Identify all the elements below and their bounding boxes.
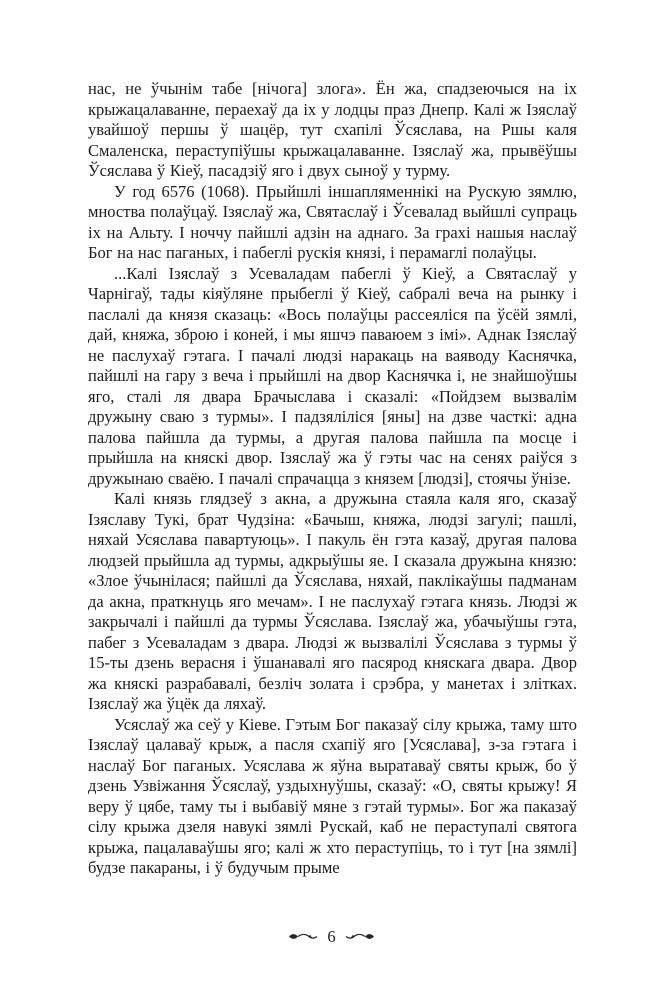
page-number: 6	[327, 926, 336, 946]
flourish-left-icon	[288, 931, 318, 942]
page-text	[88, 79, 577, 879]
paragraph: Калі князь глядзеў з акна, а дружына стаяла каля яго, сказаў Ізяславу Тукі, брат Чудзіна: «Бачыш, княжа, людзі загулі; пашлі, няхай Усяслава павартуюць». І пакуль ён гэта казаў, другая палова людзей прыйшла ад турмы, адкрыўшы яе. І сказала дружына князю: «Злое ўчынілася; пайшлі да Ўсяслава, няхай, паклікаўшы падманам да акна, праткнуць яго мечам». І не паслухаў гэтага князь. Людзі ж закрычалі і пайшлі да турмы Ўсяслава. Ізяслаў жа, убачыўшы гэта, пабег з Усеваладам з двара. Людзі ж вызвалілі Ўсяслава з турмы ў 15-ты дзень верасня і ўшанавалі яго пасярод княскага двара. Двор жа княскі разрабавалі, безліч золата і срэбра, у манетах і злітках. Ізяслаў жа ўцёк да ляхаў.	[88, 489, 577, 713]
page-footer	[0, 926, 663, 946]
paragraph: ...Калі Ізяслаў з Усеваладам пабеглі ў Кіеў, а Святаслаў у Чарнігаў, тады кіяўляне прыбеглі ў Кіеў, сабралі веча на рынку і паслалі да князя сказаць: «Вось полаўцы рассеяліся па ўсёй зямлі, дай, княжа, зброю і коней, і мы яшчэ паваюем з імі». Аднак Ізяслаў не паслухаў гэтага. І пачалі людзі наракаць на ваяводу Каснячка, пайшлі на гару з веча і прыйшлі на двор Каснячка і, не знайшоўшы яго, сталі ля двара Брачыслава і сказалі: «Пойдзем вызвалім дружыну сваю з турмы». І падзяліліся [яны] на дзве часткі: адна палова пайшла да турмы, а другая палова пайшла па мосце і прыйшла на княскі двор. Ізяслаў жа ў гэты час на сенях раіўся з дружынаю сваёю. І пачалі спрачацца з князем [людзі], стоячы ўнізе.	[88, 263, 577, 488]
paragraph: Усяслаў жа сеў у Кіеве. Гэтым Бог паказаў сілу крыжа, таму што Ізяслаў цалаваў крыж, а пасля схапіў яго [Усяслава], з-за гэтага і наслаў Бог паганых. Усяслава ж яўна выратаваў святы крыж, бо ў дзень Узвіжання Ўсяслаў, уздыхнуўшы, сказаў: «О, святы крыжу! Я веру ў цябе, таму ты і выбавіў мяне з гэтай турмы». Бог жа паказаў сілу крыжа дзеля навукі зямлі Рускай, каб не пераступалі святога крыжа, пацалаваўшы яго; калі ж хто пераступіць, то і тут [на зямлі] будзе пакараны, і ў будучым прыме	[88, 714, 577, 877]
flourish-right-icon	[345, 931, 375, 942]
paragraph: нас, не ўчынім табе [нічога] злога». Ён жа, спадзеючыся на іх крыжацалаванне, пераехаў да іх у лодцы праз Днепр. Калі ж Ізяслаў увайшоў першы ў шацёр, тут схапілі Ўсяслава, на Ршы каля Смаленска, пераступіўшы крыжацалаванне. Ізяслаў жа, прывёўшы Ўсяслава ў Кіеў, пасадзіў яго і двух сыноў у турму.	[88, 79, 577, 180]
paragraph: У год 6576 (1068). Прыйшлі іншапляменнікі на Рускую зямлю, мноства полаўцаў. Ізяслаў жа, Святаслаў і Ўсевалад выйшлі супраць іх на Альту. І ноччу пайшлі адзін на аднаго. За грахі нашыя наслаў Бог на нас паганых, і пабеглі рускія князі, і перамаглі полаўцы.	[88, 181, 577, 262]
